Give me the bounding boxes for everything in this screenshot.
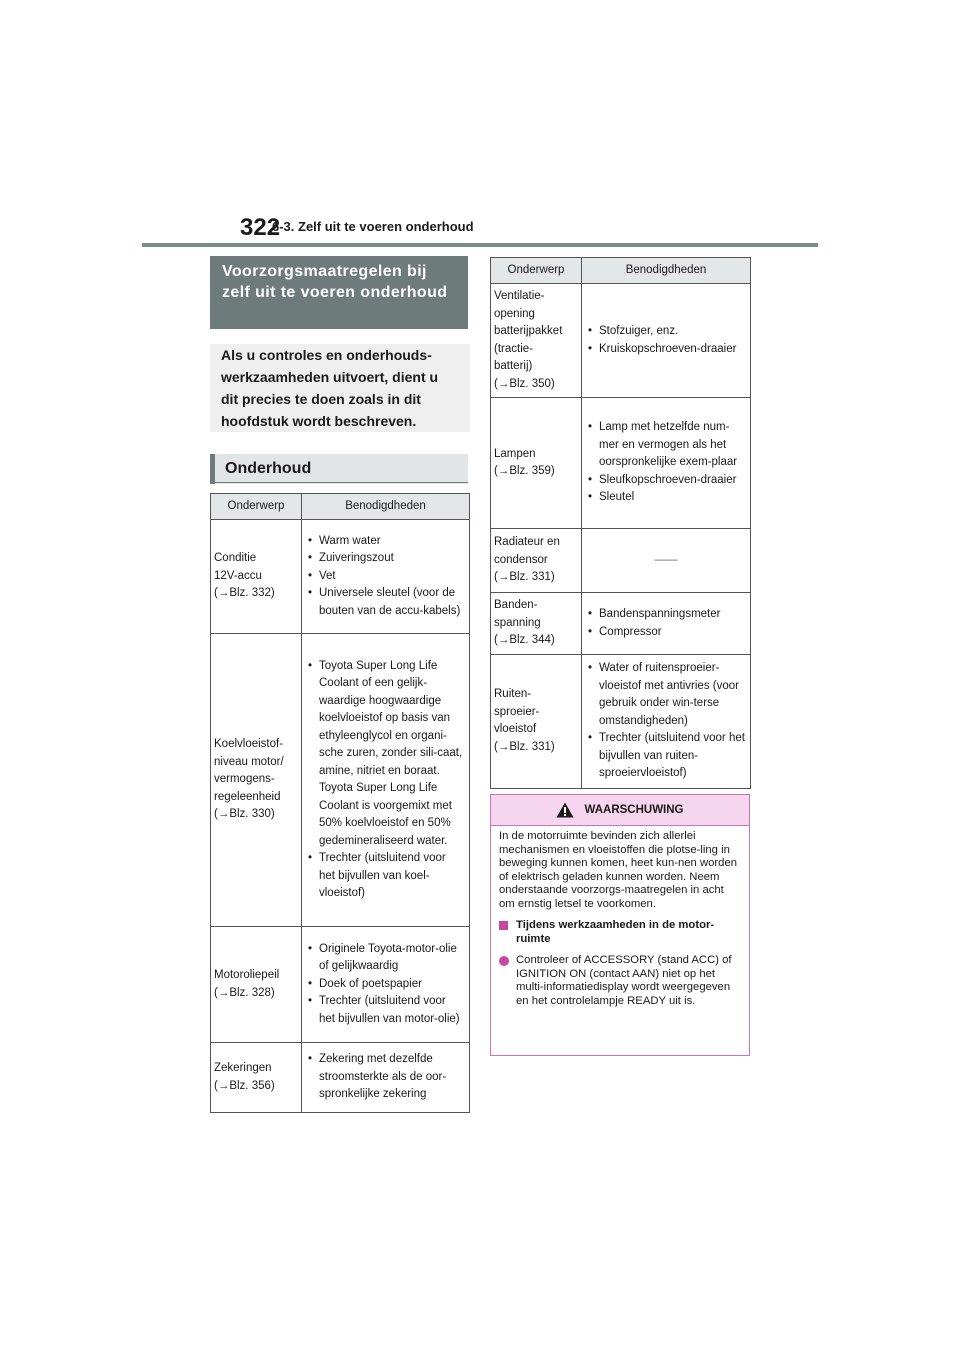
row-subject — [491, 529, 582, 593]
maintenance-heading-rule — [210, 482, 468, 483]
subject-line: (tractie- — [494, 342, 533, 355]
tool-item: • Vet — [305, 568, 464, 586]
column-header-subject: Onderwerp — [491, 258, 582, 284]
tool-item: • Water of ruitensproeier-vloeistof met antivries (voor gebruik onder win-terse omstandigheden) — [585, 660, 745, 730]
column-header-tools: Benodigdheden — [302, 494, 470, 520]
intro-text: Als u controles en onderhouds-werkzaamheden uitvoert, dient u dit precies te doen zoals in dit hoofdstuk wordt beschreven. — [221, 347, 439, 429]
warning-intro: In de motorruimte bevinden zich allerlei mechanismen en vloeistoffen die plotse-ling in beweging kunnen komen, heet kun-nen worden of elektrisch geladen kunnen worden. Neem onderstaande voorzorgs-maatregelen in acht om ernstig letsel te voorkomen. — [499, 830, 738, 910]
row-tools — [302, 634, 470, 927]
maintenance-table-left — [210, 493, 470, 1113]
tool-item: • Zuiveringszout — [305, 550, 464, 568]
subject-line: 12V-accu — [214, 569, 262, 582]
tool-item: • Trechter (uitsluitend voor het bijvullen van motor-olie) — [305, 993, 464, 1028]
subject-line: sproeier- — [494, 705, 540, 718]
subject-line: (→Blz. 332) — [214, 587, 275, 600]
row-subject — [211, 634, 302, 927]
tool-item: • Stofzuiger, enz. — [585, 323, 745, 341]
warning-subheading: Tijdens werkzaamheden in de motor-ruimte — [516, 919, 715, 945]
subject-line: (→Blz. 356) — [214, 1079, 275, 1092]
row-tools — [582, 593, 751, 655]
table-row — [491, 398, 751, 529]
table-row — [491, 284, 751, 398]
tool-item: • Lamp met hetzelfde num-mer en vermogen als het oorspronkelijke exem-plaar — [585, 419, 745, 472]
subject-line: spanning — [494, 616, 541, 629]
circle-bullet-icon — [499, 954, 512, 1008]
tool-item: • Warm water — [305, 533, 464, 551]
tool-item: • Sleufkopschroeven-draaier — [585, 472, 745, 490]
tools-list — [305, 1046, 466, 1109]
tool-item: • Originele Toyota-motor-olie of gelijkwaardig — [305, 941, 464, 976]
warning-box — [490, 794, 750, 1056]
row-subject — [211, 927, 302, 1043]
subject-line: regeleenheid — [214, 790, 281, 803]
row-tools — [582, 398, 751, 529]
subject-line: Conditie — [214, 552, 257, 565]
maintenance-table-right — [490, 257, 751, 789]
square-bullet-icon — [499, 919, 512, 946]
row-tools — [302, 1043, 470, 1113]
tool-item: • Trechter (uitsluitend voor het bijvullen van koel-vloeistof) — [305, 850, 464, 903]
tool-item: • Sleutel — [585, 489, 745, 507]
tools-list — [305, 653, 466, 908]
row-subject — [211, 520, 302, 634]
subject-line: opening — [494, 307, 535, 320]
subject-line: batterij) — [494, 360, 533, 372]
subject-line: Zekeringen — [214, 1062, 272, 1074]
header-divider — [142, 243, 818, 247]
tools-list — [305, 936, 466, 1034]
warning-body — [491, 826, 749, 1012]
subject-line: niveau motor/ — [214, 755, 284, 768]
table-header-row — [491, 258, 751, 284]
tools-list — [585, 318, 747, 363]
tool-item: • Zekering met dezelfde stroomsterkte als de oor-spronkelijke zekering — [305, 1051, 464, 1104]
warning-item-row — [499, 954, 741, 1008]
tools-list — [585, 601, 747, 646]
subject-line: (→Blz. 330) — [214, 808, 275, 821]
subject-line: (→Blz. 331) — [494, 740, 555, 753]
tool-item: • Compressor — [585, 624, 745, 642]
table-body — [491, 284, 751, 789]
subject-line: (→Blz. 344) — [494, 634, 555, 647]
table-body — [211, 520, 470, 1113]
subject-line: (→Blz. 350) — [494, 377, 555, 390]
subject-line: vloeistof — [494, 723, 537, 736]
tool-item: Toyota Super Long Life Coolant is voorgemixt met 50% koelvloeistof en 50% gedemineraliseerd water. — [319, 782, 452, 847]
table-row — [211, 520, 470, 634]
subject-line: Lampen — [494, 447, 536, 460]
subject-line: condensor — [494, 553, 548, 566]
row-tools — [582, 529, 751, 593]
intro-box — [210, 344, 470, 432]
subject-line: Ruiten- — [494, 688, 532, 701]
table-row — [211, 927, 470, 1043]
table-row — [491, 655, 751, 789]
table-row — [491, 593, 751, 655]
row-subject — [491, 593, 582, 655]
subject-line: Ventilatie- — [494, 290, 545, 302]
subject-line: Banden- — [494, 599, 538, 612]
tools-list — [585, 414, 747, 512]
section-title: 6-3. Zelf uit te voeren onderhoud — [272, 219, 474, 234]
tool-item: • Trechter (uitsluitend voor het bijvullen van ruiten-sproeiervloeistof) — [585, 730, 745, 783]
table-header-row — [211, 494, 470, 520]
table-row — [211, 1043, 470, 1113]
subject-line: vermogens- — [214, 773, 275, 786]
subject-line: (→Blz. 331) — [494, 571, 555, 584]
row-tools — [582, 655, 751, 789]
subject-line: Radiateur en — [494, 536, 560, 549]
warning-title: WAARSCHUWING — [584, 804, 684, 816]
row-tools — [302, 520, 470, 634]
warning-triangle-icon — [556, 802, 574, 818]
row-tools — [302, 927, 470, 1043]
subject-line: Motoroliepeil — [214, 969, 280, 981]
warning-header — [491, 795, 749, 826]
tools-list — [305, 528, 466, 626]
page-number: 322 — [240, 214, 281, 241]
row-subject — [211, 1043, 302, 1113]
subject-line: (→Blz. 328) — [214, 986, 275, 999]
warning-item: Controleer of ACCESSORY (stand ACC) of IGNITION ON (contact AAN) niet op het multi-informatiedisplay wordt weergegeven en het controlelampje READY uit is. — [516, 954, 732, 1007]
table-row — [211, 634, 470, 927]
tool-item: • Bandenspanningsmeter — [585, 606, 745, 624]
maintenance-heading: Onderhoud — [210, 454, 468, 484]
subject-line: batterijpakket — [494, 325, 563, 337]
column-header-tools: Benodigdheden — [582, 258, 751, 284]
subject-line: (→Blz. 359) — [494, 465, 555, 477]
row-subject — [491, 398, 582, 529]
precautions-banner: Voorzorgsmaatregelen bij zelf uit te voeren onderhoud — [210, 256, 468, 329]
no-tools-dash: —— — [654, 553, 678, 566]
tool-item: • Universele sleutel (voor de bouten van de accu-kabels) — [305, 585, 464, 620]
row-tools — [582, 284, 751, 398]
row-subject — [491, 284, 582, 398]
column-header-subject: Onderwerp — [211, 494, 302, 520]
table-row — [491, 529, 751, 593]
warning-subheading-row — [499, 919, 741, 946]
tools-list — [585, 655, 747, 788]
row-subject — [491, 655, 582, 789]
tool-item: • Kruiskopschroeven-draaier — [585, 341, 745, 359]
subject-line: Koelvloeistof- — [214, 738, 284, 751]
tool-item: • Toyota Super Long Life Coolant of een gelijk-waardige hoogwaardige koelvloeistof op basis van ethyleenglycol en organi-sche zuren, zonder sili-caat, amine, nitriet en boraat. — [305, 658, 464, 781]
tool-item: • Doek of poetspapier — [305, 976, 464, 994]
